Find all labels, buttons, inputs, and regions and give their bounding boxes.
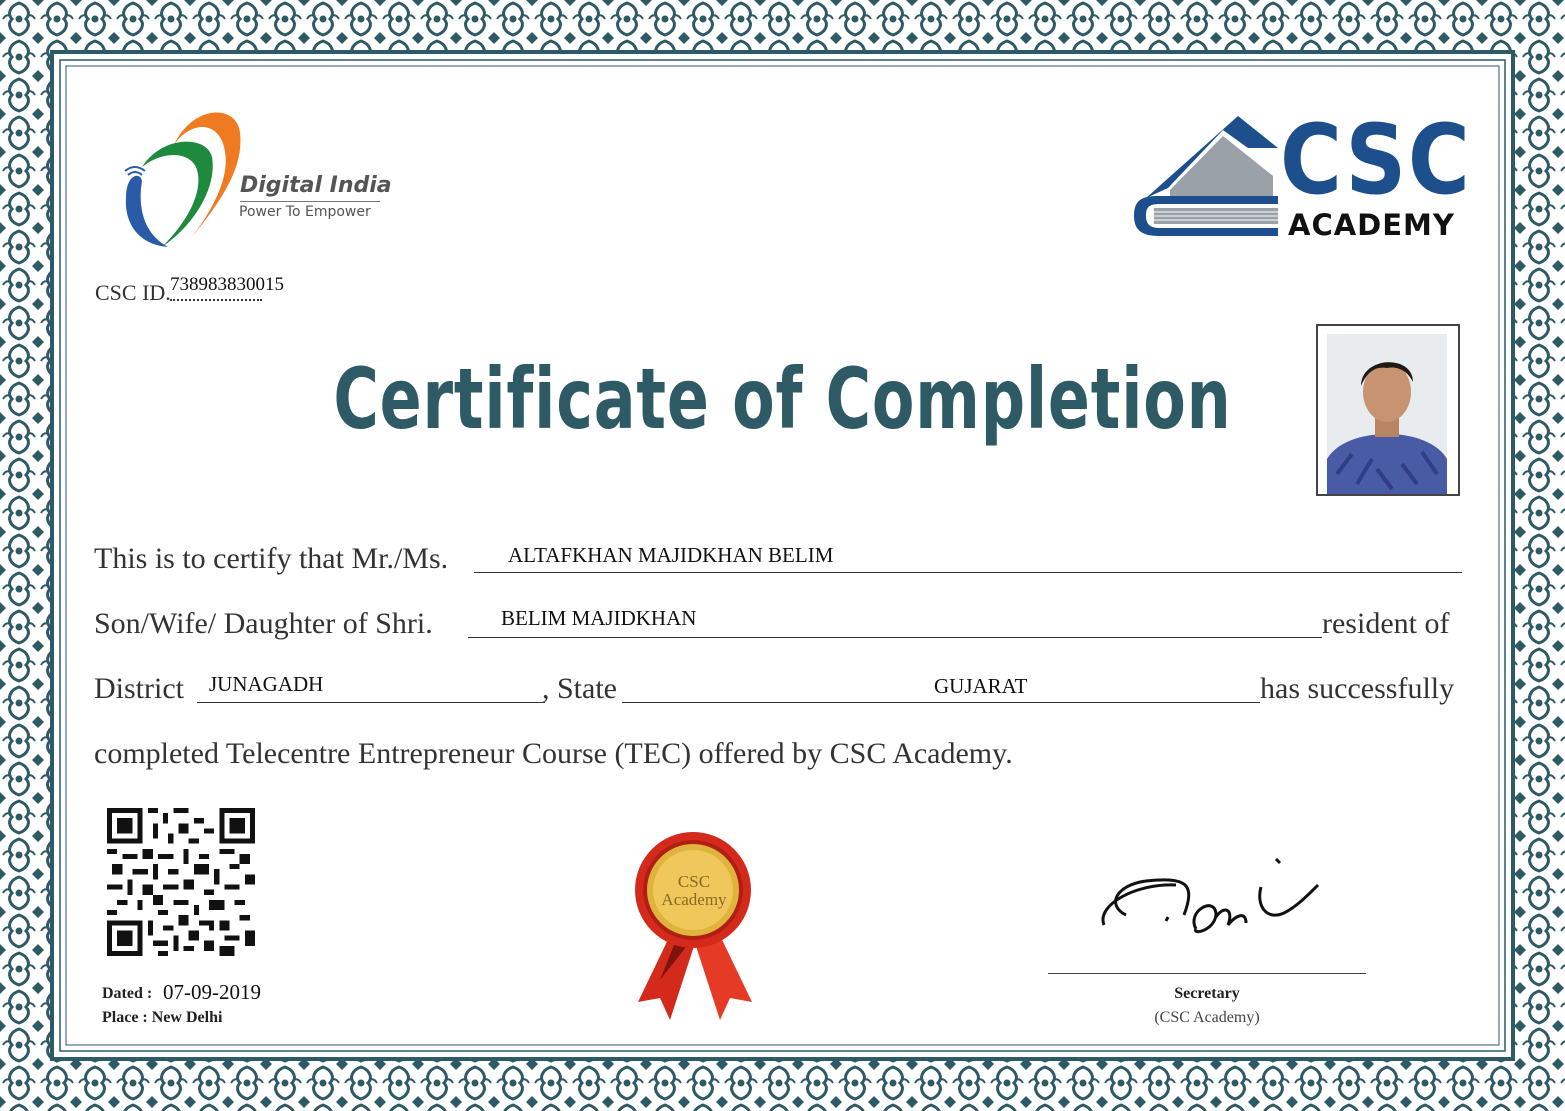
secretary-signature bbox=[1096, 845, 1336, 955]
digital-india-mark-icon bbox=[112, 105, 252, 255]
district-label: District bbox=[94, 672, 184, 705]
parent-underline bbox=[468, 637, 1322, 638]
parent-name: BELIM MAJIDKHAN bbox=[501, 606, 697, 630]
csc-letters: CSC bbox=[1280, 104, 1472, 216]
state-value: GUJARAT bbox=[934, 674, 1028, 698]
seal-text-line1: CSC bbox=[677, 872, 711, 891]
signature-line bbox=[1048, 973, 1366, 974]
csc-id-underline bbox=[170, 299, 262, 301]
signatory-org: (CSC Academy) bbox=[1154, 1009, 1260, 1026]
success-text: has successfully bbox=[1260, 672, 1455, 705]
seal-ribbon-icon bbox=[630, 830, 760, 1030]
csc-academy-logo bbox=[1128, 104, 1478, 248]
csc-id-value: 738983830015 bbox=[170, 274, 284, 295]
recipient-name: ALTAFKHAN MAJIDKHAN BELIM bbox=[508, 543, 834, 567]
signatory-title: Secretary bbox=[1174, 985, 1240, 1002]
digital-india-underline bbox=[240, 201, 380, 202]
district-underline bbox=[197, 702, 545, 703]
csc-academy-word: ACADEMY bbox=[1288, 208, 1455, 242]
digital-india-name: Digital India bbox=[240, 173, 392, 198]
state-label: , State bbox=[542, 672, 617, 705]
csc-academy-seal bbox=[630, 830, 760, 1030]
state-underline bbox=[622, 702, 1260, 703]
verification-qr-code bbox=[106, 808, 256, 956]
district-value: JUNAGADH bbox=[209, 672, 324, 696]
place-label: Place : New Delhi bbox=[102, 1009, 223, 1026]
name-underline bbox=[474, 572, 1462, 573]
dated-label: Dated : bbox=[102, 985, 153, 1002]
certify-text: This is to certify that Mr./Ms. bbox=[94, 542, 449, 575]
relation-text: Son/Wife/ Daughter of Shri. bbox=[94, 607, 433, 640]
course-text: completed Telecentre Entrepreneur Course (TEC) offered by CSC Academy. bbox=[94, 737, 1013, 770]
certificate-title: Certificate of Completion bbox=[333, 350, 1232, 448]
digital-india-tagline: Power To Empower bbox=[239, 204, 371, 220]
book-roof-icon bbox=[1128, 108, 1298, 243]
seal-text-line2: Academy bbox=[661, 890, 727, 909]
digital-india-logo bbox=[112, 105, 402, 255]
dated-value: 07-09-2019 bbox=[163, 980, 261, 1004]
resident-text: resident of bbox=[1322, 607, 1450, 640]
csc-id-label: CSC ID. bbox=[95, 280, 171, 305]
